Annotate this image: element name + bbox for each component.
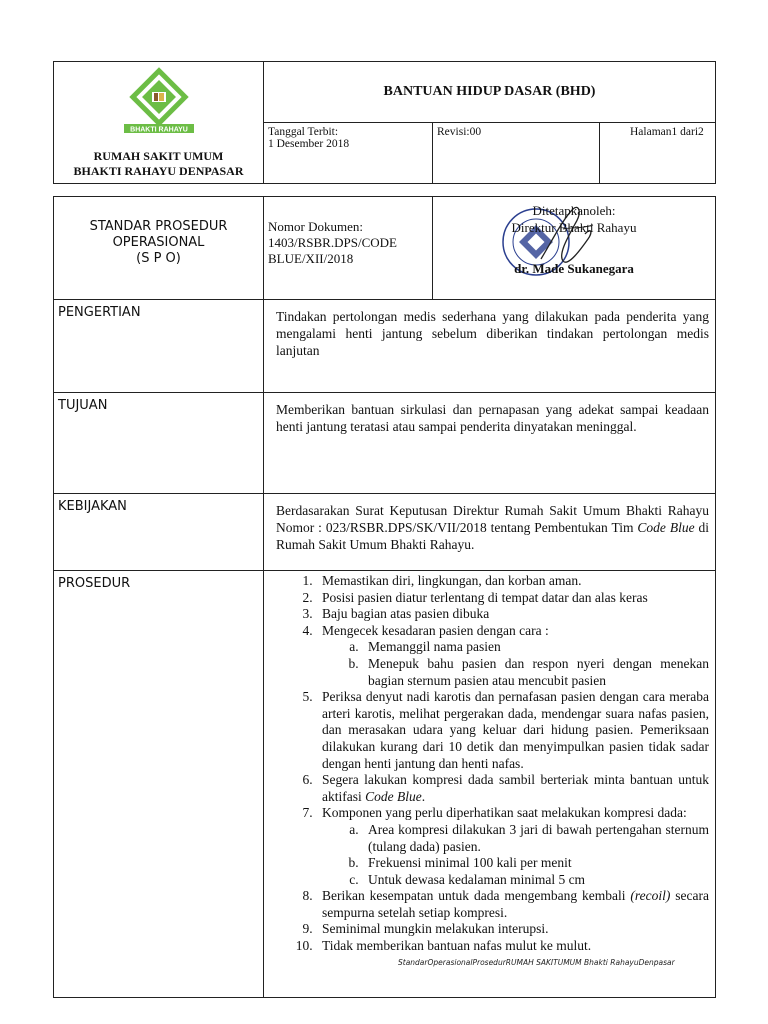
step-text: Mengecek kesadaran pasien dengan cara :	[322, 622, 549, 638]
hospital-logo	[54, 62, 263, 148]
prosedur-substep: a. Memanggil nama pasien	[362, 639, 709, 656]
ditetapkan-label: Ditetapkanoleh:	[532, 203, 616, 218]
prosedur-step	[316, 606, 709, 623]
logo-cell	[54, 62, 264, 184]
tanggal-value: 1 Desember 2018	[268, 138, 350, 150]
prosedur-sublist	[322, 639, 709, 689]
document-title: BANTUAN HIDUP DASAR (BHD)	[264, 62, 716, 123]
spo-label-cell	[54, 197, 264, 300]
prosedur-label: PROSEDUR	[54, 571, 264, 998]
header-table	[53, 61, 716, 184]
prosedur-step	[316, 689, 709, 772]
prosedur-step	[316, 623, 709, 689]
prosedur-step	[316, 805, 709, 888]
step-text: Seminimal mungkin melakukan interupsi.	[322, 921, 549, 937]
kebijakan-text-a: Berdasarakan Surat Keputusan Direktur Rumah Sakit Umum Bhakti Rahayu Nomor : 023/RSBR.DPS/SK/VII/2018 tentang Pembentukan Tim	[276, 503, 709, 535]
tujuan-text: Memberikan bantuan sirkulasi dan pernapasan yang adekat sampai keadaan henti jantung teratasi atau sampai penderita dinyatakan meninggal.	[264, 393, 716, 494]
pengertian-text: Tindakan pertolongan medis sederhana yang dilakukan pada penderita yang mengalami henti jantung sebelum diberikan tindakan pertolongan medis lanjutan	[264, 300, 716, 393]
nomor-line1: 1403/RSBR.DPS/CODE	[268, 235, 397, 250]
prosedur-content	[264, 571, 716, 998]
pengertian-label: PENGERTIAN	[54, 300, 264, 393]
step-text-end: secara sempurna setelah setiap kompresi.	[322, 888, 710, 920]
step-text: Posisi pasien diatur terlentang di tempat datar dan alas keras	[322, 589, 648, 605]
logo-text: BHAKTI RAHAYU	[130, 126, 188, 134]
step-text: Memastikan diri, lingkungan, dan korban aman.	[322, 573, 582, 588]
step-text-end: .	[421, 788, 426, 804]
prosedur-substep: a. Area kompresi dilakukan 3 jari di bawah pertengahan sternum (tulang dada) pasien.	[362, 822, 709, 855]
spo-table	[53, 196, 716, 998]
prosedur-step	[316, 938, 709, 955]
direktur-label: Direktur Bhakti Rahayu	[511, 220, 637, 235]
hospital-name	[54, 149, 263, 179]
kebijakan-text-b: di Rumah Sakit Umum Bhakti Rahayu.	[276, 520, 709, 552]
halaman-cell: Halaman1 dari2	[600, 123, 716, 184]
kebijakan-text	[264, 494, 716, 571]
direktur-name: dr. Made Sukanegara	[514, 261, 634, 276]
spo-line3: (S P O)	[136, 251, 181, 266]
step-text: Tidak memberikan bantuan nafas mulut ke mulut.	[322, 938, 592, 954]
step-text: Komponen yang perlu diperhatikan saat melakukan kompresi dada:	[322, 805, 687, 821]
step-text: Segera lakukan kompresi dada sambil berteriak minta bantuan untuk aktifasi	[322, 772, 709, 804]
step-text: Baju bagian atas pasien dibuka	[322, 606, 490, 622]
prosedur-list	[264, 573, 709, 955]
prosedur-substep: c. Untuk dewasa kedalaman minimal 5 cm	[362, 872, 709, 889]
prosedur-step	[316, 921, 709, 938]
step-text: Berikan kesempatan untuk dada mengembang kembali	[322, 888, 631, 904]
prosedur-step	[316, 573, 709, 590]
step-text: Periksa denyut nadi karotis dan pernafasan pasien dengan cara meraba arteri karotis, melihat pergerakan dada, mendengar suara nafas pasien, dan merasakan udara yang keluar dari hidung pasien. Pemeriksaan dilakukan kurang dari 10 detik dan menyimpulkan pasien tidak sadar dengan henti jantung dan henti nafas.	[322, 689, 709, 771]
step-text-italic: (recoil)	[630, 888, 671, 904]
kebijakan-text-italic: Code Blue	[637, 520, 695, 535]
step-text-italic: Code Blue	[365, 788, 422, 804]
nomor-line2: BLUE/XII/2018	[268, 251, 354, 266]
revisi-cell: Revisi:00	[433, 123, 600, 184]
hospital-line2: BHAKTI RAHAYU DENPASAR	[73, 164, 244, 178]
nomor-dokumen-cell	[264, 197, 433, 300]
prosedur-substep: b. Menepuk bahu pasien dan respon nyeri dengan menekan bagian sternum pasien atau mencubit pasien	[362, 656, 709, 689]
tanggal-label: Tanggal Terbit:	[268, 126, 339, 138]
kebijakan-label: KEBIJAKAN	[54, 494, 264, 571]
prosedur-step	[316, 888, 709, 921]
prosedur-substep: b. Frekuensi minimal 100 kali per menit	[362, 855, 709, 872]
prosedur-step	[316, 590, 709, 607]
nomor-label: Nomor Dokumen:	[268, 219, 363, 234]
spo-line2: OPERASIONAL	[112, 235, 205, 250]
prosedur-step	[316, 772, 709, 805]
pengesahan-text	[433, 202, 715, 277]
page-footer: StandarOperasionalProsedurRUMAH SAKITUMUM Bhakti RahayuDenpasar	[398, 958, 675, 967]
tanggal-terbit-cell	[264, 123, 433, 184]
pengesahan-cell	[433, 197, 716, 300]
tujuan-label: TUJUAN	[54, 393, 264, 494]
prosedur-sublist	[322, 822, 709, 888]
hospital-line1: RUMAH SAKIT UMUM	[93, 149, 224, 163]
spo-line1: STANDAR PROSEDUR	[89, 219, 228, 234]
